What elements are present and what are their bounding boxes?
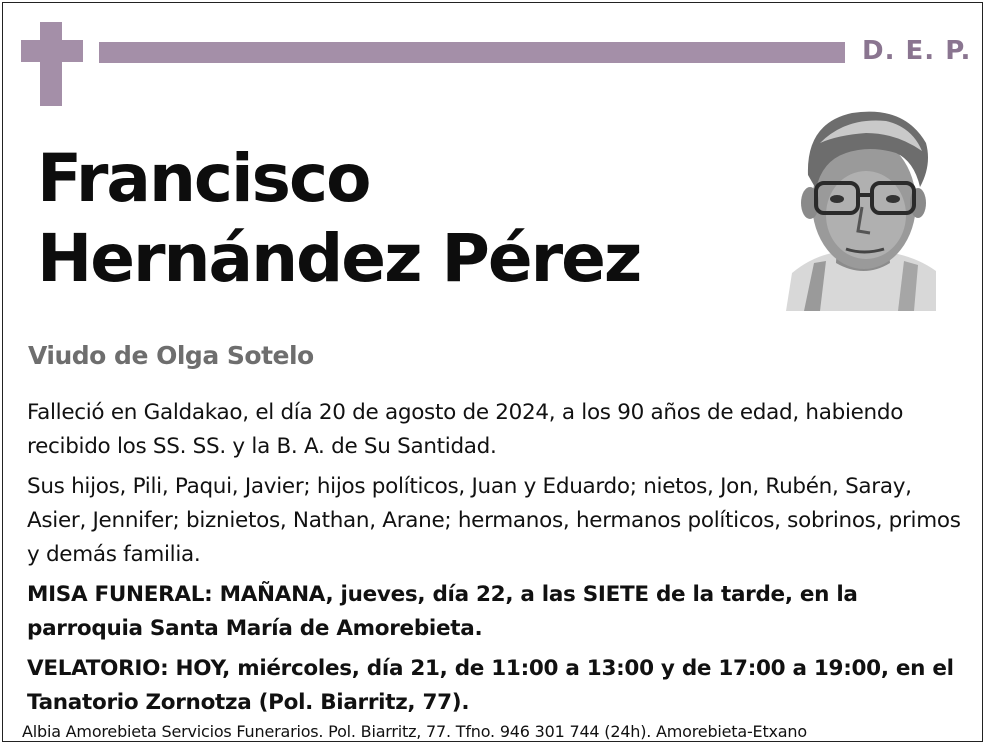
- subtitle: Viudo de Olga Sotelo: [28, 341, 314, 370]
- obituary-body: [27, 396, 973, 726]
- death-announcement: Falleció en Galdakao, el día 20 de agosto de 2024, a los 90 años de edad, habiendo recibido los SS. SS. y la B. A. de Su Santidad.: [27, 400, 904, 459]
- obituary-card: [2, 2, 983, 742]
- funeral-home-footer: Albia Amorebieta Servicios Funerarios. Pol. Biarritz, 77. Tfno. 946 301 744 (24h). Amorebieta-Etxano: [22, 722, 807, 741]
- wake-info: VELATORIO: HOY, miércoles, día 21, de 11:00 a 13:00 y de 17:00 a 19:00, en el Tanatorio Zornotza (Pol. Biarritz, 77).: [27, 656, 954, 715]
- name-line-2: Hernández Pérez: [37, 220, 641, 297]
- family-list: Sus hijos, Pili, Paqui, Javier; hijos políticos, Juan y Eduardo; nietos, Jon, Rubén, Saray, Asier, Jennifer; biznietos, Nathan, Arane; hermanos, hermanos políticos, sobrinos, primos y demás familia.: [27, 474, 961, 567]
- funeral-mass-info: MISA FUNERAL: MAÑANA, jueves, día 22, a las SIETE de la tarde, en la parroquia Santa María de Amorebieta.: [27, 582, 858, 641]
- header-bar: [99, 42, 845, 63]
- dep-label: D. E. P.: [862, 36, 972, 66]
- portrait-photo: [786, 103, 936, 311]
- deceased-name: [37, 139, 640, 299]
- cross-icon-vertical: [40, 22, 62, 106]
- name-line-1: Francisco: [37, 140, 370, 217]
- cross-icon-horizontal: [21, 40, 83, 62]
